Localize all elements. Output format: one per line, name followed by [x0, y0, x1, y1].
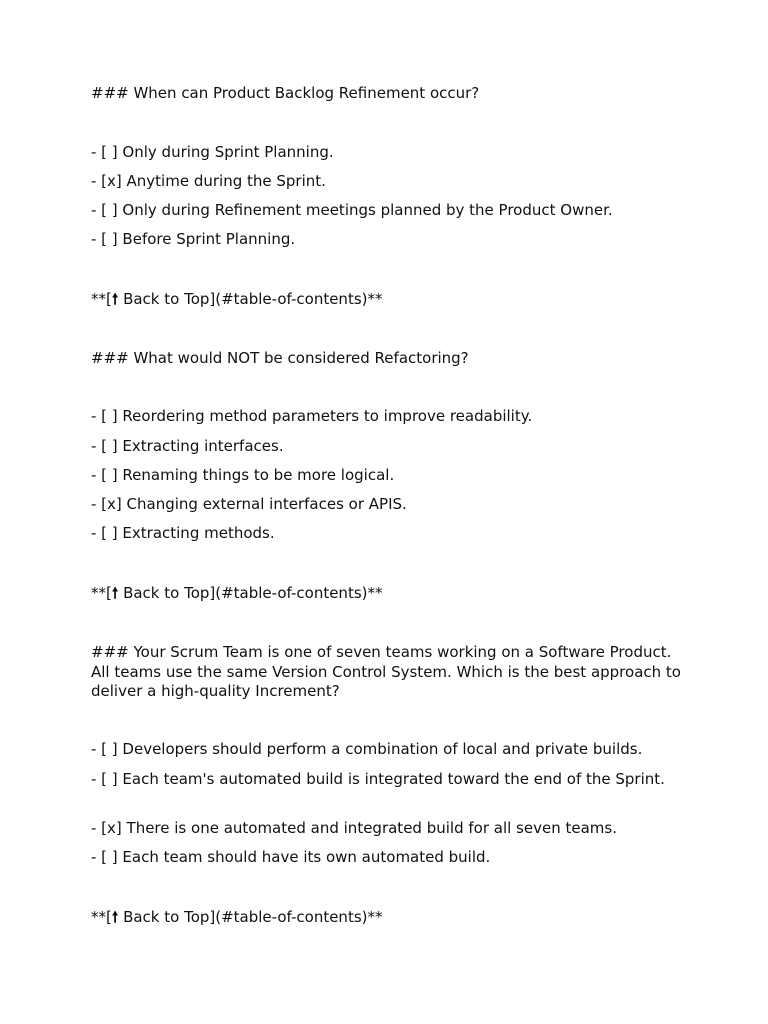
question-heading: ### What would NOT be considered Refactoring? [91, 349, 469, 367]
back-to-top-link[interactable] [91, 290, 681, 310]
back-link-prefix: **[ [91, 290, 112, 308]
answer-option: - [x] Anytime during the Sprint. [91, 172, 326, 190]
answer-option: - [ ] Renaming things to be more logical. [91, 466, 395, 484]
answer-option: - [ ] Only during Sprint Planning. [91, 143, 334, 161]
back-link-text: Back to Top](#table-of-contents)** [118, 584, 383, 602]
question-heading: ### When can Product Backlog Refinement occur? [91, 84, 480, 102]
back-to-top-link[interactable] [91, 584, 681, 604]
back-link-text: Back to Top](#table-of-contents)** [118, 908, 383, 926]
answer-option: - [ ] Extracting methods. [91, 524, 275, 542]
answer-option: - [x] There is one automated and integrated build for all seven teams. [91, 819, 617, 837]
arrow-up-icon: 🠕 [111, 908, 119, 926]
answer-option: - [x] Changing external interfaces or APIS. [91, 495, 407, 513]
answer-option: - [ ] Extracting interfaces. [91, 437, 284, 455]
back-link-prefix: **[ [91, 908, 112, 926]
back-link-text: Back to Top](#table-of-contents)** [118, 290, 383, 308]
answer-option: - [ ] Only during Refinement meetings planned by the Product Owner. [91, 201, 613, 219]
answer-option: - [ ] Reordering method parameters to improve readability. [91, 407, 533, 425]
answer-option: - [ ] Developers should perform a combination of local and private builds. [91, 740, 643, 758]
answer-option: - [ ] Each team's automated build is integrated toward the end of the Sprint. [91, 770, 665, 788]
back-link-prefix: **[ [91, 584, 112, 602]
back-to-top-link[interactable] [91, 908, 681, 928]
answer-option: - [ ] Each team should have its own automated build. [91, 848, 491, 866]
arrow-up-icon: 🠕 [111, 584, 119, 602]
answer-option: - [ ] Before Sprint Planning. [91, 230, 296, 248]
arrow-up-icon: 🠕 [111, 290, 119, 308]
question-heading: ### Your Scrum Team is one of seven teams working on a Software Product. All teams use the same Version Control System. Which is the best approach to deliver a high-quality Increment? [91, 643, 681, 700]
